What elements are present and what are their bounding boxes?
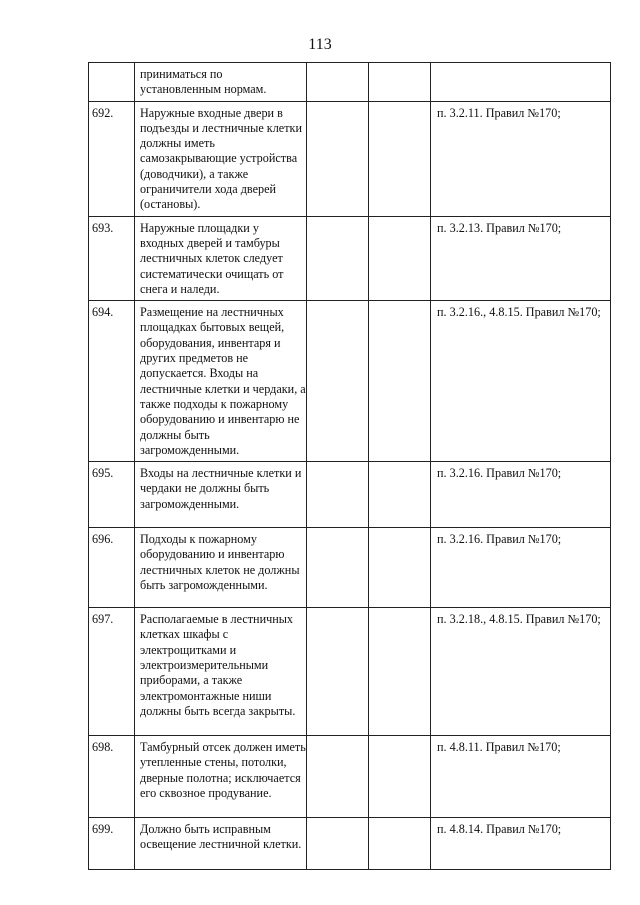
empty-cell — [369, 528, 431, 608]
legal-reference: п. 3.2.18., 4.8.15. Правил №170; — [431, 608, 611, 736]
empty-cell — [369, 301, 431, 462]
table-row — [89, 63, 611, 102]
row-number: 696. — [89, 528, 135, 608]
legal-reference: п. 3.2.16. Правил №170; — [431, 528, 611, 608]
table-row — [89, 736, 611, 818]
row-number: 694. — [89, 301, 135, 462]
table-row — [89, 608, 611, 736]
legal-reference: п. 3.2.13. Правил №170; — [431, 216, 611, 300]
legal-reference: п. 4.8.11. Правил №170; — [431, 736, 611, 818]
empty-cell — [307, 736, 369, 818]
table-row — [89, 301, 611, 462]
table-row — [89, 101, 611, 216]
empty-cell — [307, 301, 369, 462]
row-number — [89, 63, 135, 102]
row-number: 699. — [89, 818, 135, 870]
empty-cell — [369, 216, 431, 300]
empty-cell — [369, 462, 431, 528]
empty-cell — [307, 101, 369, 216]
empty-cell — [307, 818, 369, 870]
requirement-text: Входы на лестничные клетки и чердаки не должны быть загроможденными. — [135, 462, 307, 528]
legal-reference: п. 3.2.11. Правил №170; — [431, 101, 611, 216]
empty-cell — [369, 736, 431, 818]
legal-reference: п. 3.2.16. Правил №170; — [431, 462, 611, 528]
empty-cell — [369, 608, 431, 736]
requirement-text: Располагаемые в лестничных клетках шкафы с электрощитками и электроизмерительными приборами, а также электромонтажные ниши должны быть всегда закрыты. — [135, 608, 307, 736]
requirements-table — [88, 62, 611, 870]
empty-cell — [307, 608, 369, 736]
requirement-text: Тамбурный отсек должен иметь утепленные стены, потолки, дверные полотна; исключается его сквозное продувание. — [135, 736, 307, 818]
legal-reference: п. 4.8.14. Правил №170; — [431, 818, 611, 870]
empty-cell — [369, 101, 431, 216]
table-row — [89, 462, 611, 528]
row-number: 695. — [89, 462, 135, 528]
empty-cell — [307, 462, 369, 528]
requirement-text: Наружные площадки у входных дверей и тамбуры лестничных клеток следует систематически очищать от снега и наледи. — [135, 216, 307, 300]
table-row — [89, 528, 611, 608]
requirement-text: приниматься по установленным нормам. — [135, 63, 307, 102]
empty-cell — [307, 63, 369, 102]
requirement-text: Наружные входные двери в подъезды и лестничные клетки должны иметь самозакрывающие устройства (доводчики), а также ограничители хода дверей (остановы). — [135, 101, 307, 216]
requirement-text: Размещение на лестничных площадках бытовых вещей, оборудования, инвентаря и других предметов не допускается. Входы на лестничные клетки и чердаки, а также подходы к пожарному оборудованию и инвентарю не должны быть загроможденными. — [135, 301, 307, 462]
requirement-text: Подходы к пожарному оборудованию и инвентарю лестничных клеток не должны быть загроможденными. — [135, 528, 307, 608]
row-number: 698. — [89, 736, 135, 818]
empty-cell — [307, 216, 369, 300]
row-number: 692. — [89, 101, 135, 216]
table-row — [89, 216, 611, 300]
empty-cell — [369, 63, 431, 102]
page-number: 113 — [308, 36, 332, 53]
row-number: 697. — [89, 608, 135, 736]
legal-reference: п. 3.2.16., 4.8.15. Правил №170; — [431, 301, 611, 462]
table-row — [89, 818, 611, 870]
row-number: 693. — [89, 216, 135, 300]
requirement-text: Должно быть исправным освещение лестничной клетки. — [135, 818, 307, 870]
empty-cell — [307, 528, 369, 608]
empty-cell — [369, 818, 431, 870]
legal-reference — [431, 63, 611, 102]
